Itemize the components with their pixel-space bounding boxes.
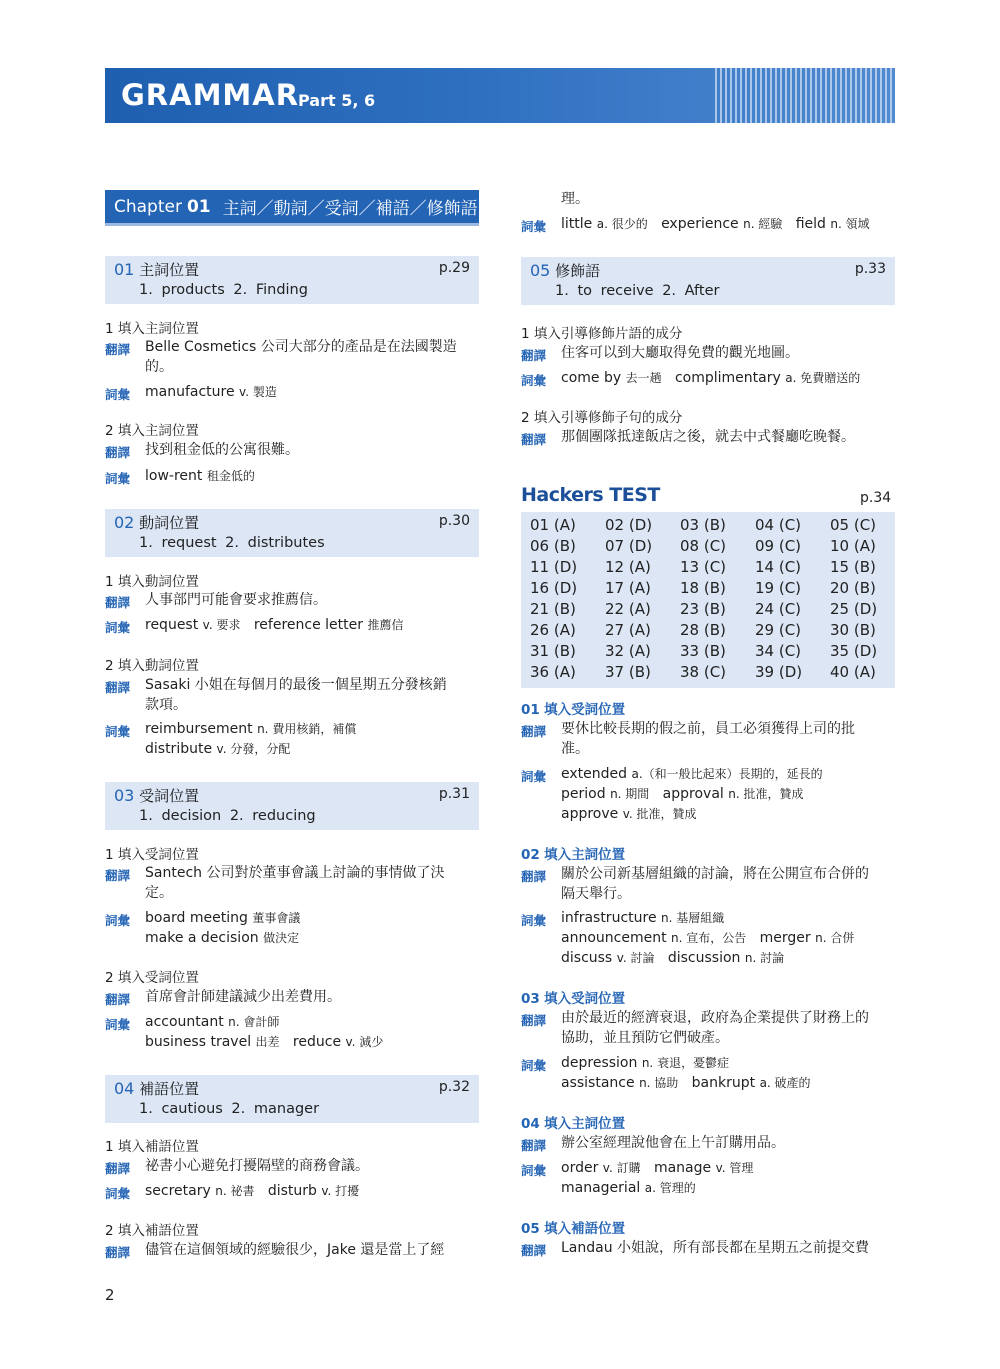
translation-label: 翻譯 [521,1013,547,1028]
hackers-test-page: p.34 [860,490,892,506]
answer-cell: 17 (A) [605,579,651,597]
translation-text: 儘管在這個領域的經驗很少，Jake 還是當上了經 [145,1242,445,1258]
vocab-text: request v. 要求 reference letter 推薦信 [145,617,404,633]
test-question-heading: 05 填入補語位置 [521,1221,626,1237]
translation-text: Sasaki 小姐在每個月的最後一個星期五分發核銷 款項。 [145,677,447,713]
answer-cell: 33 (B) [680,642,726,660]
header-banner [105,68,895,123]
section-page: p.32 [438,1079,470,1095]
answer-cell: 05 (C) [830,516,877,534]
translation-label: 翻譯 [105,445,131,460]
answer-cell: 01 (A) [530,516,576,534]
translation-text: 人事部門可能會要求推薦信。 [145,592,327,608]
vocab-label: 詞彙 [521,1058,547,1073]
translation-text: Landau 小姐說，所有部長都在星期五之前提交費 [561,1240,870,1256]
translation-label: 翻譯 [105,342,131,357]
vocab-text: board meeting 董事會議 make a decision 做決定 [145,910,301,946]
banner-stripes [715,68,895,123]
question-heading: 2 填入受詞位置 [105,970,199,986]
test-question-heading: 02 填入主詞位置 [521,847,626,863]
section-answers: 1. decision 2. reducing [139,808,316,824]
answer-cell: 15 (B) [830,558,876,576]
section-title: 04 補語位置 [114,1079,200,1098]
answer-cell: 11 (D) [530,558,578,576]
question-heading: 1 填入引導修飾片語的成分 [521,326,683,342]
vocab-text: infrastructure n. 基層組織 announcement n. 宣布，公告 merger n. 合併 discuss v. 討論 discussion n. 討論 [561,910,855,966]
vocab-label: 詞彙 [105,471,131,486]
translation-text: Belle Cosmetics 公司大部分的產品是在法國製造 的。 [145,339,457,375]
answer-cell: 23 (B) [680,600,726,618]
vocab-text: low-rent 租金低的 [145,468,255,484]
vocab-label: 詞彙 [521,769,547,784]
question-heading: 1 填入主詞位置 [105,321,199,337]
vocab-label: 詞彙 [105,620,131,635]
answer-cell: 04 (C) [755,516,802,534]
section-page: p.31 [438,786,470,802]
section-page: p.30 [438,513,470,529]
test-question-heading: 01 填入受詞位置 [521,702,626,718]
answer-cell: 10 (A) [830,537,876,555]
vocab-text: extended a.（和一般比起來）長期的，延長的 period n. 期間 approval n. 批准，贊成 approve v. 批准，贊成 [561,766,823,822]
translation-label: 翻譯 [521,432,547,447]
answer-cell: 20 (B) [830,579,876,597]
section-01-header [105,256,479,304]
answer-cell: 06 (B) [530,537,576,555]
translation-text: 由於最近的經濟衰退，政府為企業提供了財務上的 協助，並且預防它們破產。 [561,1010,869,1046]
translation-label: 翻譯 [105,680,131,695]
translation-text: 那個團隊抵達飯店之後，就去中式餐廳吃晚餐。 [561,429,855,445]
question-heading: 1 填入補語位置 [105,1139,199,1155]
answer-cell: 12 (A) [605,558,651,576]
answer-cell: 07 (D) [605,537,653,555]
vocab-text: manufacture v. 製造 [145,384,277,400]
translation-label: 翻譯 [105,992,131,1007]
translation-label: 翻譯 [105,868,131,883]
header-part: Part 5, 6 [298,91,376,110]
chapter-prefix: Chapter [114,196,182,217]
vocab-label: 詞彙 [105,387,131,402]
translation-text: 要休比較長期的假之前，員工必須獲得上司的批 准。 [561,721,855,757]
answer-cell: 09 (C) [755,537,802,555]
section-page: p.29 [438,260,470,276]
translation-text: 住客可以到大廳取得免費的觀光地圖。 [561,345,799,361]
question-heading: 2 填入引導修飾子句的成分 [521,410,683,426]
translation-text: 辦公室經理說他會在上午訂購用品。 [561,1135,785,1151]
chapter-number: 01 [186,196,211,217]
translation-label: 翻譯 [105,1161,131,1176]
translation-text: 祕書小心避免打擾隔壁的商務會議。 [145,1158,369,1174]
section-title: 05 修飾語 [530,261,601,280]
question-heading: 2 填入動詞位置 [105,658,199,674]
vocab-text: come by 去一趟 complimentary a. 免費贈送的 [561,370,861,386]
answer-cell: 35 (D) [830,642,878,660]
translation-label: 翻譯 [521,724,547,739]
answer-cell: 26 (A) [530,621,576,639]
hackers-test-title: Hackers TEST [521,484,660,506]
translation-label: 翻譯 [105,1245,131,1260]
answer-cell: 39 (D) [755,663,803,681]
vocab-label: 詞彙 [521,913,547,928]
vocab-text: reimbursement n. 費用核銷，補償 distribute v. 分發，分配 [145,721,357,757]
translation-text: 首席會計師建議減少出差費用。 [145,989,341,1005]
answer-cell: 13 (C) [680,558,727,576]
vocab-label: 詞彙 [521,373,547,388]
test-question-heading: 04 填入主詞位置 [521,1116,626,1132]
answer-cell: 40 (A) [830,663,876,681]
answer-cell: 21 (B) [530,600,576,618]
header-title: GRAMMAR [121,78,300,112]
translation-label: 翻譯 [105,595,131,610]
translation-label: 翻譯 [521,869,547,884]
vocab-text: secretary n. 祕書 disturb v. 打擾 [145,1183,360,1199]
answer-cell: 27 (A) [605,621,651,639]
question-heading: 2 填入主詞位置 [105,423,199,439]
vocab-label: 詞彙 [105,913,131,928]
vocab-label: 詞彙 [521,219,547,234]
answer-cell: 18 (B) [680,579,726,597]
answer-cell: 03 (B) [680,516,726,534]
question-heading: 1 填入動詞位置 [105,574,199,590]
answer-cell: 31 (B) [530,642,576,660]
section-title: 02 動詞位置 [114,513,200,532]
answer-cell: 36 (A) [530,663,576,681]
section-02-header [105,509,479,557]
answer-cell: 14 (C) [755,558,802,576]
section-answers: 1. request 2. distributes [139,535,325,551]
vocab-text: accountant n. 會計師 business travel 出差 reduce v. 減少 [145,1014,384,1050]
answer-cell: 28 (B) [680,621,726,639]
answer-cell: 19 (C) [755,579,802,597]
section-answers: 1. cautious 2. manager [139,1101,320,1117]
vocab-label: 詞彙 [105,1017,131,1032]
answer-cell: 24 (C) [755,600,802,618]
section-05-header [521,257,895,305]
translation-label: 翻譯 [521,348,547,363]
answer-cell: 25 (D) [830,600,878,618]
question-heading: 2 填入補語位置 [105,1223,199,1239]
answer-cell: 37 (B) [605,663,651,681]
answer-cell: 08 (C) [680,537,727,555]
section-answers: 1. to receive 2. After [555,283,720,299]
chapter-title-box [105,190,479,226]
chapter-title: 主詞／動詞／受詞／補語／修飾語 [222,199,478,219]
translation-text: 找到租金低的公寓很難。 [145,442,299,458]
answer-cell: 02 (D) [605,516,653,534]
hackers-answer-grid [521,512,895,688]
vocab-label: 詞彙 [521,1163,547,1178]
page-number: 2 [105,1286,115,1304]
answer-cell: 38 (C) [680,663,727,681]
answer-cell: 30 (B) [830,621,876,639]
vocab-text: order v. 訂購 manage v. 管理 managerial a. 管理的 [561,1160,754,1196]
section-page: p.33 [854,261,886,277]
question-heading: 1 填入受詞位置 [105,847,199,863]
translation-continuation: 理。 [561,191,589,207]
vocab-text: depression n. 衰退，憂鬱症 assistance n. 協助 bankrupt a. 破產的 [561,1055,811,1091]
answer-cell: 29 (C) [755,621,802,639]
section-answers: 1. products 2. Finding [139,282,308,298]
vocab-label: 詞彙 [105,1186,131,1201]
section-03-header [105,782,479,830]
answer-cell: 32 (A) [605,642,651,660]
vocab-label: 詞彙 [105,724,131,739]
translation-label: 翻譯 [521,1243,547,1258]
vocab-text: little a. 很少的 experience n. 經驗 field n. 領域 [561,216,870,232]
translation-text: 關於公司新基層組織的討論，將在公開宣布合併的 隔天舉行。 [561,866,869,902]
section-title: 01 主詞位置 [114,260,200,279]
translation-label: 翻譯 [521,1138,547,1153]
answer-cell: 16 (D) [530,579,578,597]
translation-text: Santech 公司對於董事會議上討論的事情做了決 定。 [145,865,445,901]
test-question-heading: 03 填入受詞位置 [521,991,626,1007]
section-title: 03 受詞位置 [114,786,200,805]
answer-cell: 34 (C) [755,642,802,660]
section-04-header [105,1075,479,1123]
answer-cell: 22 (A) [605,600,651,618]
